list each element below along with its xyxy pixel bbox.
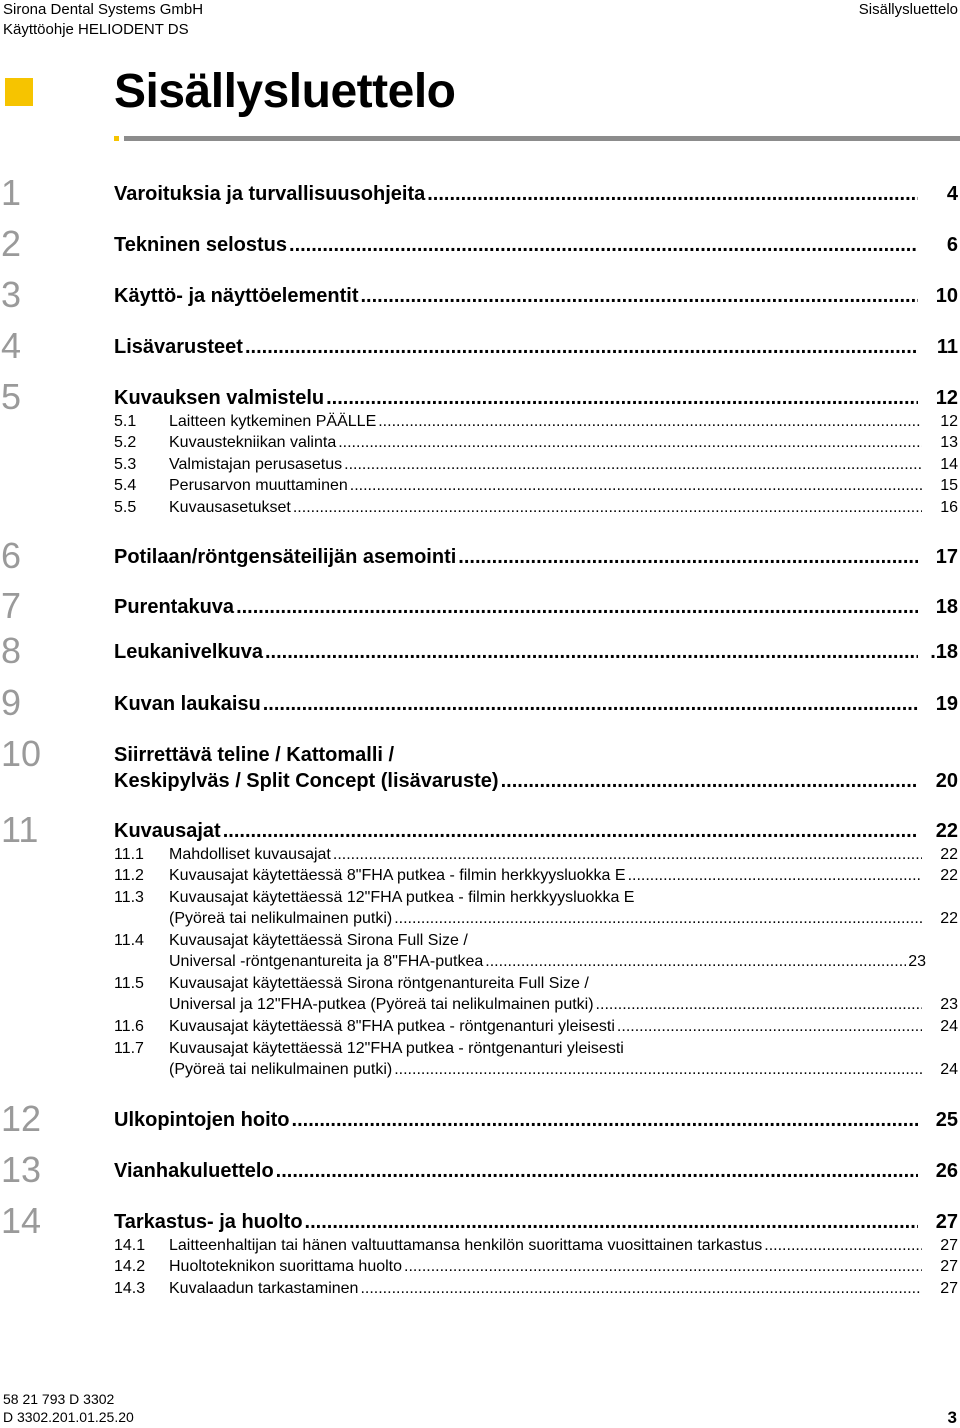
chapter-number: 2 xyxy=(1,223,22,264)
document-code: 58 21 793 D 3302 xyxy=(3,1391,115,1407)
subsection-title: Valmistajan perusasetus xyxy=(169,456,343,473)
title-marker-square xyxy=(5,78,33,106)
subsection-page: 22 xyxy=(940,867,958,884)
subsection-number: 5.3 xyxy=(114,456,137,473)
chapter-title-line-1: Siirrettävä teline / Kattomalli / xyxy=(114,744,395,766)
document-revision: D 3302.201.01.25.20 xyxy=(3,1409,134,1425)
chapter-number: 6 xyxy=(1,535,22,576)
subsection-title-line-2: Universal -röntgenantureita ja 8"FHA-putkea xyxy=(169,953,484,970)
subsection-number: 11.4 xyxy=(114,932,144,949)
chapter-number: 11 xyxy=(1,809,39,850)
chapter-page: 26 xyxy=(935,1160,958,1182)
page-title: Sisällysluettelo xyxy=(114,65,456,118)
subsection-title: Huoltoteknikon suorittama huolto xyxy=(169,1258,403,1275)
subsection-number: 11.2 xyxy=(114,867,144,884)
subsection-title: Laitteenhaltijan tai hänen valtuuttamansa henkilön suorittama vuosittainen tarkastus xyxy=(169,1237,763,1254)
rule-marker xyxy=(114,136,119,141)
subsection-number: 11.1 xyxy=(114,846,144,863)
chapter-title: Kuvan laukaisu xyxy=(114,693,261,715)
chapter-page: 25 xyxy=(935,1109,958,1131)
subsection-page: 15 xyxy=(940,477,958,494)
subsection-title: Kuvausasetukset xyxy=(169,499,291,516)
title-rule xyxy=(124,136,960,141)
subsection-title-line-1: Kuvausajat käytettäessä Sirona röntgenantureita Full Size / xyxy=(169,975,589,992)
subsection-page: 24 xyxy=(940,1018,958,1035)
chapter-page: 19 xyxy=(935,693,958,715)
subsection-number: 11.6 xyxy=(114,1018,144,1035)
subsection-number: 5.2 xyxy=(114,434,137,451)
chapter-page: 18 xyxy=(935,596,958,618)
chapter-title: Käyttö- ja näyttöelementit xyxy=(114,285,359,307)
subsection-title-line-2: Universal ja 12"FHA-putkea (Pyöreä tai nelikulmainen putki) xyxy=(169,996,594,1013)
manual-name: Käyttöohje HELIODENT DS xyxy=(3,21,189,38)
subsection-title: Kuvalaadun tarkastaminen xyxy=(169,1280,359,1297)
chapter-number: 10 xyxy=(1,733,42,774)
chapter-title: Purentakuva xyxy=(114,596,235,618)
subsection-title-line-1: Kuvausajat käytettäessä 12"FHA putkea - filmin herkkyysluokka E xyxy=(169,889,635,906)
subsection-number: 5.1 xyxy=(114,413,137,430)
subsection-page: 24 xyxy=(940,1061,958,1078)
subsection-number: 5.5 xyxy=(114,499,137,516)
subsection-title: Laitteen kytkeminen PÄÄLLE xyxy=(169,413,377,430)
subsection-page: 22 xyxy=(940,846,958,863)
chapter-number: 4 xyxy=(1,325,22,366)
chapter-title: Vianhakuluettelo xyxy=(114,1160,274,1182)
subsection-page: 14 xyxy=(940,456,958,473)
page-header-left xyxy=(3,0,203,40)
company-name: Sirona Dental Systems GmbH xyxy=(3,1,204,18)
subsection-title-line-1: Kuvausajat käytettäessä Sirona Full Size / xyxy=(169,932,468,949)
chapter-page: 11 xyxy=(936,336,958,358)
section-name: Sisällysluettelo xyxy=(858,1,958,18)
chapter-title: Potilaan/röntgensäteilijän asemointi xyxy=(114,546,457,568)
chapter-title: Varoituksia ja turvallisuusohjeita xyxy=(114,183,426,205)
subsection-number: 11.7 xyxy=(114,1040,144,1057)
chapter-page: 22 xyxy=(935,820,958,842)
chapter-number: 9 xyxy=(1,682,22,723)
subsection-page: 13 xyxy=(940,434,958,451)
chapter-page: 10 xyxy=(935,285,958,307)
chapter-page: 6 xyxy=(946,234,958,256)
chapter-number: 1 xyxy=(1,172,22,213)
subsection-page: 22 xyxy=(940,910,958,927)
subsection-title-line-2: (Pyöreä tai nelikulmainen putki) xyxy=(169,910,393,927)
chapter-title: Kuvausajat xyxy=(114,820,221,842)
subsection-number: 11.5 xyxy=(114,975,144,992)
subsection-page: 16 xyxy=(940,499,958,516)
subsection-page: 23 xyxy=(908,953,926,970)
subsection-number: 5.4 xyxy=(114,477,137,494)
subsection-title: Kuvausajat käytettäessä 8"FHA putkea - filmin herkkyysluokka E xyxy=(169,867,626,884)
subsection-number: 11.3 xyxy=(114,889,144,906)
subsection-page: 27 xyxy=(940,1280,958,1297)
chapter-page: 20 xyxy=(935,770,958,792)
chapter-title: Keskipylväs / Split Concept (lisävaruste) xyxy=(114,770,499,792)
subsection-page: 27 xyxy=(940,1258,958,1275)
chapter-page: .18 xyxy=(930,641,958,663)
subsection-title: Kuvausajat käytettäessä 8"FHA putkea - röntgenanturi yleisesti xyxy=(169,1018,615,1035)
chapter-number: 12 xyxy=(1,1098,42,1139)
chapter-page: 4 xyxy=(946,183,958,205)
chapter-number: 8 xyxy=(1,630,22,671)
subsection-title-line-2: (Pyöreä tai nelikulmainen putki) xyxy=(169,1061,393,1078)
subsection-page: 23 xyxy=(940,996,958,1013)
chapter-title: Lisävarusteet xyxy=(114,336,243,358)
chapter-title: Ulkopintojen hoito xyxy=(114,1109,290,1131)
chapter-number: 3 xyxy=(1,274,22,315)
chapter-number: 14 xyxy=(1,1200,42,1241)
chapter-title: Leukanivelkuva xyxy=(114,641,263,663)
subsection-number: 14.1 xyxy=(114,1237,146,1254)
chapter-number: 5 xyxy=(1,376,22,417)
subsection-page: 12 xyxy=(940,413,958,430)
page-footer xyxy=(3,1390,134,1426)
chapter-title: Tarkastus- ja huolto xyxy=(114,1211,303,1233)
chapter-title: Tekninen selostus xyxy=(114,234,288,256)
chapter-page: 27 xyxy=(935,1211,958,1233)
subsection-page: 27 xyxy=(940,1237,958,1254)
subsection-number: 14.2 xyxy=(114,1258,146,1275)
subsection-title: Kuvaustekniikan valinta xyxy=(169,434,337,451)
subsection-number: 14.3 xyxy=(114,1280,146,1297)
chapter-page: 12 xyxy=(935,387,958,409)
chapter-page: 17 xyxy=(935,546,958,568)
chapter-number: 7 xyxy=(1,585,22,626)
chapter-number: 13 xyxy=(1,1149,42,1190)
subsection-title: Mahdolliset kuvausajat xyxy=(169,846,331,863)
subsection-title-line-1: Kuvausajat käytettäessä 12"FHA putkea - röntgenanturi yleisesti xyxy=(169,1040,624,1057)
chapter-title: Kuvauksen valmistelu xyxy=(114,387,325,409)
page-number: 3 xyxy=(947,1408,957,1427)
subsection-title: Perusarvon muuttaminen xyxy=(169,477,348,494)
